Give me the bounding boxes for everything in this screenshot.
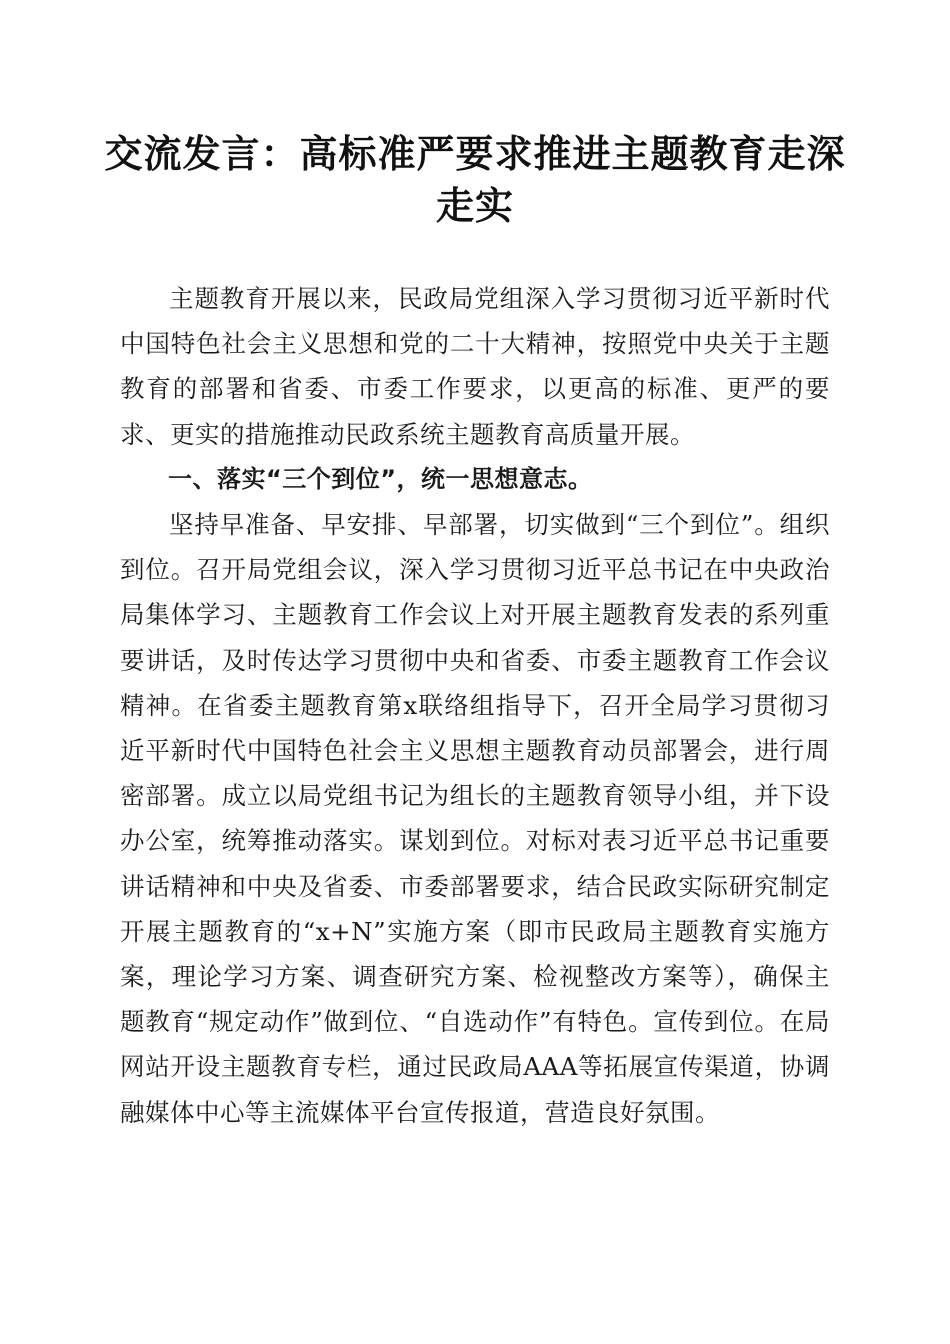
intro-paragraph: 主题教育开展以来，民政局党组深入学习贯彻习近平新时代中国特色社会主义思想和党的二十大精神，按照党中央关于主题教育的部署和省委、市委工作要求，以更高的标准、更严的要求、更实的措施推动民政系统主题教育高质量开展。 — [120, 284, 830, 449]
document-body — [120, 276, 830, 1135]
section-heading-1: 一、落实“三个到位”，统一思想意志。 — [168, 464, 593, 493]
document-title: 交流发言：高标准严要求推进主题教育走深走实 — [104, 131, 846, 228]
section-1-paragraph: 坚持早准备、早安排、早部署，切实做到“三个到位”。组织到位。召开局党组会议，深入学习贯彻习近平总书记在中央政治局集体学习、主题教育工作会议上对开展主题教育发表的系列重要讲话，及时传达学习贯彻中央和省委、市委主题教育工作会议精神。在省委主题教育第x联络组指导下，召开全局学习贯彻习近平新时代中国特色社会主义思想主题教育动员部署会，进行周密部署。成立以局党组书记为组长的主题教育领导小组，并下设办公室，统筹推动落实。谋划到位。对标对表习近平总书记重要讲话精神和中央及省委、市委部署要求，结合民政实际研究制定开展主题教育的“x+N”实施方案（即市民政局主题教育实施方案，理论学习方案、调查研究方案、检视整改方案等），确保主题教育“规定动作”做到位、“自选动作”有特色。宣传到位。在局网站开设主题教育专栏，通过民政局AAA等拓展宣传渠道，协调融媒体中心等主流媒体平台宣传报道，营造良好氛围。 — [120, 510, 830, 1127]
